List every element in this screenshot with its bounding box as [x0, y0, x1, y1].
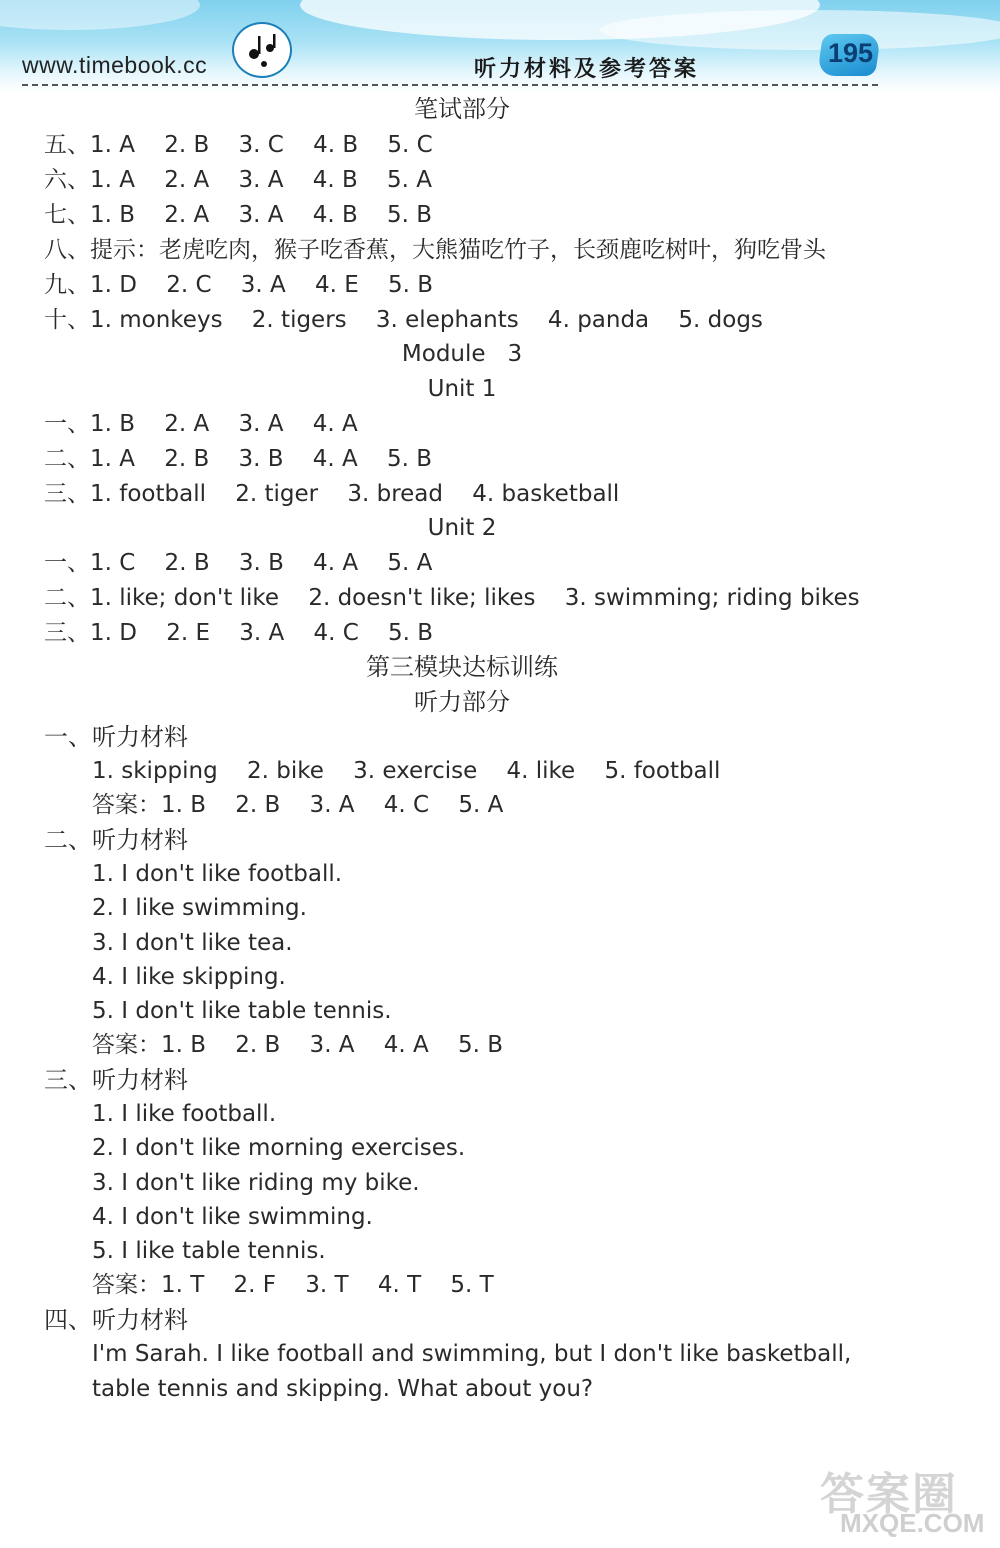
- header-title: 听力材料及参考答案: [474, 56, 700, 82]
- answer-line: 二、1. A 2. B 3. B 4. A 5. B: [44, 446, 433, 472]
- answer-line: 十、1. monkeys 2. tigers 3. elephants 4. panda 5. dogs: [44, 307, 763, 333]
- unit-heading: Unit 1: [427, 376, 497, 402]
- site-url[interactable]: www.timebook.cc: [22, 52, 208, 78]
- listening-item: 1. I don't like football.: [92, 861, 343, 887]
- question-heading: 四、听力材料: [44, 1306, 188, 1334]
- question-heading: 三、听力材料: [44, 1066, 188, 1094]
- listening-item: 1. I like football.: [92, 1101, 277, 1127]
- answer-line: 三、1. D 2. E 3. A 4. C 5. B: [44, 620, 434, 646]
- answer-line: 答案：1. T 2. F 3. T 4. T 5. T: [92, 1272, 494, 1298]
- answer-line: 二、1. like; don't like 2. doesn't like; likes 3. swimming; riding bikes: [44, 585, 860, 611]
- answer-line: 答案：1. B 2. B 3. A 4. C 5. A: [92, 792, 504, 818]
- listening-item: 3. I don't like riding my bike.: [92, 1170, 420, 1196]
- listening-item: 2. I don't like morning exercises.: [92, 1135, 466, 1161]
- listening-item: 4. I like skipping.: [92, 964, 286, 990]
- answer-line: 五、1. A 2. B 3. C 4. B 5. C: [44, 132, 433, 158]
- watermark-main-text: 答案圈: [820, 1470, 958, 1519]
- answer-line: 答案：1. B 2. B 3. A 4. A 5. B: [92, 1032, 504, 1058]
- listening-item: 4. I don't like swimming.: [92, 1204, 373, 1230]
- listening-item: 5. I don't like table tennis.: [92, 998, 392, 1024]
- question-heading: 二、听力材料: [44, 826, 188, 854]
- question-heading: 一、听力材料: [44, 723, 188, 751]
- header-wave-decoration: [0, 0, 200, 30]
- listening-item: 3. I don't like tea.: [92, 930, 293, 956]
- answer-line: 八、提示：老虎吃肉，猴子吃香蕉，大熊猫吃竹子，长颈鹿吃树叶，狗吃骨头: [44, 237, 826, 263]
- watermark-logo: [820, 1458, 990, 1540]
- header-divider: [22, 84, 878, 86]
- answer-line: 六、1. A 2. A 3. A 4. B 5. A: [44, 167, 432, 193]
- module-heading: Module 3: [401, 341, 523, 367]
- listening-passage: table tennis and skipping. What about you?: [92, 1376, 594, 1402]
- page-number: 195: [828, 38, 874, 68]
- section-heading: 笔试部分: [414, 95, 510, 123]
- watermark-sub-text: MXQE.COM: [840, 1508, 985, 1538]
- section-heading: 第三模块达标训练: [366, 653, 558, 681]
- listening-item: 5. I like table tennis.: [92, 1238, 326, 1264]
- listening-passage: I'm Sarah. I like football and swimming, but I don't like basketball,: [92, 1341, 852, 1367]
- music-note-logo-icon: [232, 22, 292, 78]
- section-heading: 听力部分: [414, 688, 510, 716]
- answer-line: 九、1. D 2. C 3. A 4. E 5. B: [44, 272, 434, 298]
- header-wave-decoration: [600, 10, 1000, 50]
- unit-heading: Unit 2: [427, 515, 497, 541]
- answer-line: 一、1. B 2. A 3. A 4. A: [44, 411, 358, 437]
- answer-line: 一、1. C 2. B 3. B 4. A 5. A: [44, 550, 433, 576]
- answer-line: 三、1. football 2. tiger 3. bread 4. basketball: [44, 481, 620, 507]
- listening-item: 1. skipping 2. bike 3. exercise 4. like 5. football: [92, 758, 721, 784]
- listening-item: 2. I like swimming.: [92, 895, 307, 921]
- answer-line: 七、1. B 2. A 3. A 4. B 5. B: [44, 202, 433, 228]
